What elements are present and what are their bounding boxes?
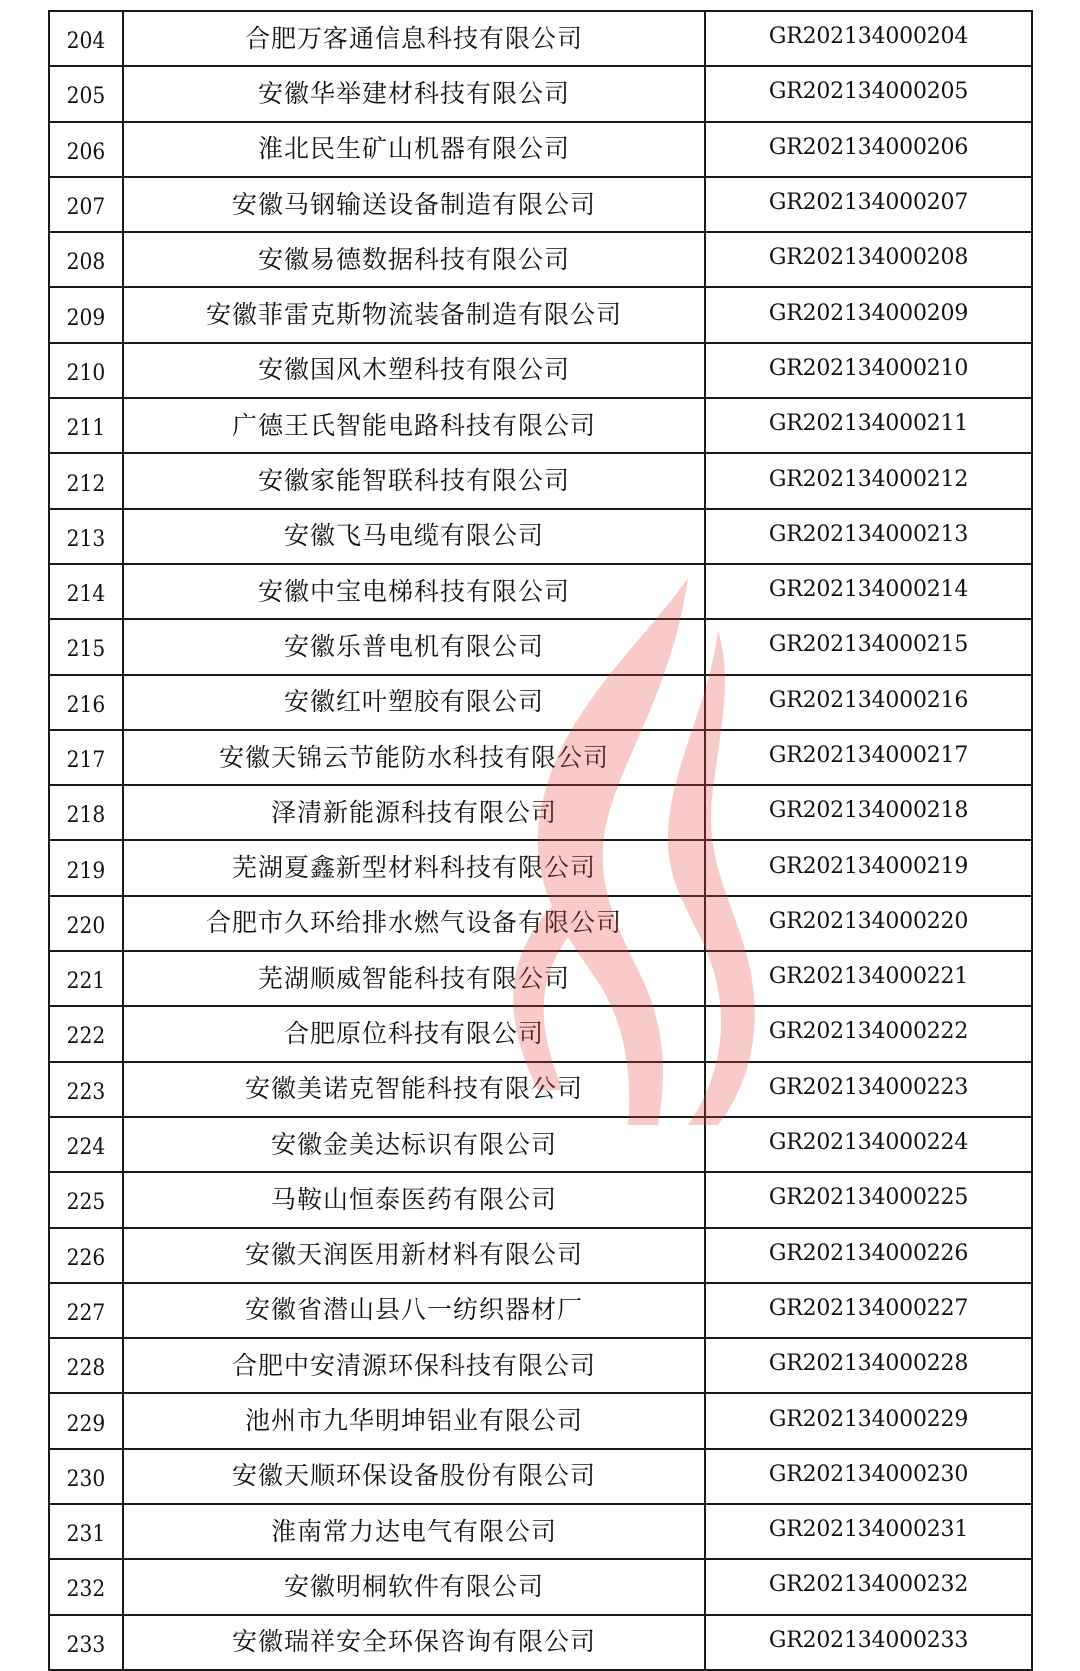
company-list-table (48, 10, 1033, 1671)
table-row (49, 453, 1032, 508)
certificate-number: GR202134000225 (705, 1172, 1032, 1227)
certificate-number: GR202134000205 (705, 66, 1032, 121)
certificate-number: GR202134000230 (705, 1449, 1032, 1504)
company-name: 安徽乐普电机有限公司 (123, 619, 705, 674)
company-name: 安徽国风木塑科技有限公司 (123, 343, 705, 398)
certificate-number: GR202134000204 (705, 11, 1032, 66)
company-name: 安徽天润医用新材料有限公司 (123, 1228, 705, 1283)
company-name: 安徽中宝电梯科技有限公司 (123, 564, 705, 619)
row-number: 206 (52, 122, 120, 177)
company-name: 安徽天锦云节能防水科技有限公司 (123, 730, 705, 785)
row-number: 229 (52, 1393, 120, 1448)
row-number: 221 (52, 951, 120, 1006)
certificate-number: GR202134000215 (705, 619, 1032, 674)
row-number: 222 (52, 1006, 120, 1061)
row-number: 216 (52, 675, 120, 730)
certificate-number: GR202134000231 (705, 1504, 1032, 1559)
table-row (49, 785, 1032, 840)
company-name: 安徽红叶塑胶有限公司 (123, 675, 705, 730)
company-name: 合肥市久环给排水燃气设备有限公司 (123, 896, 705, 951)
table-row (49, 951, 1032, 1006)
row-number: 213 (52, 509, 120, 564)
row-number: 211 (52, 398, 120, 453)
certificate-number: GR202134000228 (705, 1338, 1032, 1393)
table-row (49, 11, 1032, 66)
table-row (49, 840, 1032, 895)
company-name: 安徽家能智联科技有限公司 (123, 453, 705, 508)
table-row (49, 1172, 1032, 1227)
table-row (49, 343, 1032, 398)
certificate-number: GR202134000217 (705, 730, 1032, 785)
row-number: 226 (52, 1228, 120, 1283)
table-row (49, 619, 1032, 674)
certificate-number: GR202134000226 (705, 1228, 1032, 1283)
certificate-number: GR202134000211 (705, 398, 1032, 453)
table-row (49, 232, 1032, 287)
company-name: 池州市九华明坤铝业有限公司 (123, 1393, 705, 1448)
table-row (49, 398, 1032, 453)
row-number: 230 (52, 1449, 120, 1504)
certificate-number: GR202134000213 (705, 509, 1032, 564)
company-name: 安徽菲雷克斯物流装备制造有限公司 (123, 287, 705, 342)
certificate-number: GR202134000212 (705, 453, 1032, 508)
row-number: 231 (52, 1504, 120, 1559)
certificate-number: GR202134000221 (705, 951, 1032, 1006)
table-row (49, 287, 1032, 342)
company-name: 安徽省潜山县八一纺织器材厂 (123, 1283, 705, 1338)
table-row (49, 1338, 1032, 1393)
table-row (49, 66, 1032, 121)
row-number: 227 (52, 1283, 120, 1338)
certificate-number: GR202134000220 (705, 896, 1032, 951)
row-number: 212 (52, 453, 120, 508)
row-number: 204 (52, 11, 120, 66)
certificate-number: GR202134000233 (705, 1615, 1032, 1670)
company-name: 安徽易德数据科技有限公司 (123, 232, 705, 287)
company-name: 安徽美诺克智能科技有限公司 (123, 1062, 705, 1117)
company-name: 安徽金美达标识有限公司 (123, 1117, 705, 1172)
company-name: 安徽华举建材科技有限公司 (123, 66, 705, 121)
row-number: 220 (52, 896, 120, 951)
certificate-number: GR202134000207 (705, 177, 1032, 232)
row-number: 228 (52, 1338, 120, 1393)
row-number: 232 (52, 1559, 120, 1614)
row-number: 217 (52, 730, 120, 785)
table-row (49, 675, 1032, 730)
certificate-number: GR202134000227 (705, 1283, 1032, 1338)
table-row (49, 122, 1032, 177)
table-row (49, 1504, 1032, 1559)
certificate-number: GR202134000229 (705, 1393, 1032, 1448)
certificate-number: GR202134000223 (705, 1062, 1032, 1117)
table-row (49, 1062, 1032, 1117)
row-number: 210 (52, 343, 120, 398)
company-name: 合肥原位科技有限公司 (123, 1006, 705, 1061)
certificate-number: GR202134000208 (705, 232, 1032, 287)
company-name: 安徽天顺环保设备股份有限公司 (123, 1449, 705, 1504)
table-row (49, 1559, 1032, 1614)
company-name: 安徽飞马电缆有限公司 (123, 509, 705, 564)
certificate-number: GR202134000210 (705, 343, 1032, 398)
table-row (49, 1393, 1032, 1448)
row-number: 208 (52, 232, 120, 287)
table-body (49, 11, 1032, 1670)
table-row (49, 1228, 1032, 1283)
certificate-number: GR202134000218 (705, 785, 1032, 840)
certificate-number: GR202134000224 (705, 1117, 1032, 1172)
company-name: 广德王氏智能电路科技有限公司 (123, 398, 705, 453)
certificate-number: GR202134000214 (705, 564, 1032, 619)
company-name: 安徽马钢输送设备制造有限公司 (123, 177, 705, 232)
table-row (49, 1449, 1032, 1504)
table-row (49, 896, 1032, 951)
table-row (49, 177, 1032, 232)
table-row (49, 1006, 1032, 1061)
certificate-number: GR202134000219 (705, 840, 1032, 895)
table-row (49, 730, 1032, 785)
row-number: 219 (52, 840, 120, 895)
row-number: 209 (52, 287, 120, 342)
company-name: 淮北民生矿山机器有限公司 (123, 122, 705, 177)
company-name: 安徽瑞祥安全环保咨询有限公司 (123, 1615, 705, 1670)
row-number: 207 (52, 177, 120, 232)
certificate-number: GR202134000222 (705, 1006, 1032, 1061)
certificate-number: GR202134000232 (705, 1559, 1032, 1614)
row-number: 225 (52, 1172, 120, 1227)
table-row (49, 1615, 1032, 1670)
company-name: 马鞍山恒泰医药有限公司 (123, 1172, 705, 1227)
company-name: 芜湖夏鑫新型材料科技有限公司 (123, 840, 705, 895)
company-name: 合肥中安清源环保科技有限公司 (123, 1338, 705, 1393)
certificate-number: GR202134000209 (705, 287, 1032, 342)
company-name: 淮南常力达电气有限公司 (123, 1504, 705, 1559)
company-name: 芜湖顺威智能科技有限公司 (123, 951, 705, 1006)
table-row (49, 1117, 1032, 1172)
table-row (49, 509, 1032, 564)
table-row (49, 1283, 1032, 1338)
company-name: 安徽明桐软件有限公司 (123, 1559, 705, 1614)
certificate-number: GR202134000206 (705, 122, 1032, 177)
row-number: 223 (52, 1062, 120, 1117)
row-number: 214 (52, 564, 120, 619)
row-number: 205 (52, 66, 120, 121)
row-number: 215 (52, 619, 120, 674)
row-number: 233 (52, 1615, 120, 1670)
table-row (49, 564, 1032, 619)
row-number: 224 (52, 1117, 120, 1172)
company-list-table-wrapper (48, 10, 1031, 1671)
company-name: 合肥万客通信息科技有限公司 (123, 11, 705, 66)
certificate-number: GR202134000216 (705, 675, 1032, 730)
company-name: 泽清新能源科技有限公司 (123, 785, 705, 840)
row-number: 218 (52, 785, 120, 840)
